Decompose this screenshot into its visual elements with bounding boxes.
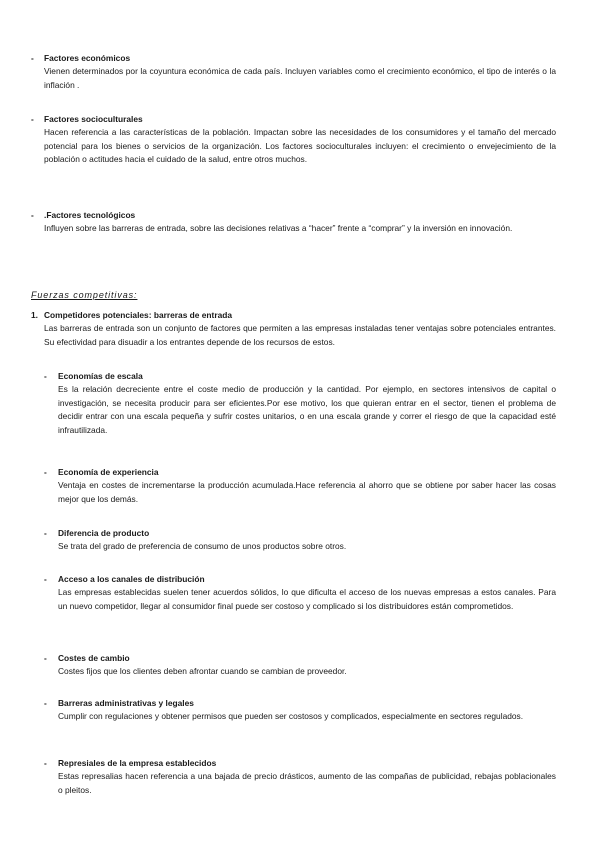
sub-item-title: Diferencia de producto <box>58 528 150 538</box>
sub-item-distribution-access <box>58 573 556 613</box>
sub-item-body: Ventaja en costes de incrementarse la producción acumulada.Hace referencia al ahorro que se obtiene por saber hacer las cosas mejor que los demás. <box>58 480 556 504</box>
sub-item-body: Estas represalias hacen referencia a una bajada de precio drásticos, aumento de las compañas de publicidad, rebajas poblacionales o pleitos. <box>58 771 556 795</box>
sub-item-title: Acceso a los canales de distribución <box>58 574 205 584</box>
sub-item-body: Se trata del grado de preferencia de consumo de unos productos sobre otros. <box>58 541 347 552</box>
sub-item-title: Barreras administrativas y legales <box>58 698 194 708</box>
sub-item-title: Represiales de la empresa establecidos <box>58 758 217 768</box>
bullet-title: Factores socioculturales <box>44 114 143 124</box>
sub-item-legal-barriers <box>58 697 556 724</box>
sub-item-body: Las empresas establecidas suelen tener acuerdos sólidos, lo que dificulta el acceso de los nuevas empresas a estos canales. Para un nuevo competidor, llegar al consumidor final puede ser costoso y complicado si los distribuidores están comprometidos. <box>58 587 556 611</box>
sub-item-retaliation <box>58 757 556 797</box>
bullet-dash: - <box>31 53 34 63</box>
bullet-body: Influyen sobre las barreras de entrada, sobre las decisiones relativas a “hacer” frente a “comprar” y la inversión en innovación. <box>44 223 513 234</box>
sub-item-product-difference <box>58 527 556 554</box>
section-heading: Fuerzas competitivas: <box>31 290 138 300</box>
sub-item-title: Economía de experiencia <box>58 467 159 477</box>
list-number: 1. <box>31 310 38 320</box>
sub-item-body: Costes fijos que los clientes deben afrontar cuando se cambian de proveedor. <box>58 666 347 677</box>
sub-bullet-dash: - <box>44 698 47 708</box>
sub-bullet-dash: - <box>44 653 47 663</box>
bullet-dash: - <box>31 210 34 220</box>
sub-item-title: Economías de escala <box>58 371 143 381</box>
bullet-item-sociocultural <box>44 113 556 167</box>
bullet-dash: - <box>31 114 34 124</box>
sub-item-economies-of-scale <box>58 370 556 437</box>
numbered-title: Competidores potenciales: barreras de entrada <box>44 310 233 320</box>
numbered-item-competitors <box>44 309 556 349</box>
sub-item-experience <box>58 466 556 506</box>
sub-bullet-dash: - <box>44 528 47 538</box>
sub-item-title: Costes de cambio <box>58 653 130 663</box>
bullet-title: .Factores tecnológicos <box>44 210 136 220</box>
bullet-item-economic <box>44 52 556 92</box>
bullet-title: Factores económicos <box>44 53 131 63</box>
bullet-body: Hacen referencia a las características de la población. Impactan sobre las necesidades de los consumidores y el tamaño del mercado potencial para los bienes o servicios de la organización. Los factores socioculturales incluyen: el crecimiento o envejecimiento de la población o actitudes hacia el cuidado de la salud, entre otros muchos. <box>44 127 556 165</box>
sub-item-body: Cumplir con regulaciones y obtener permisos que pueden ser costosos y complicados, especialmente en sectores regulados. <box>58 711 524 722</box>
sub-item-switching-costs <box>58 652 556 679</box>
sub-bullet-dash: - <box>44 758 47 768</box>
sub-bullet-dash: - <box>44 371 47 381</box>
sub-item-body: Es la relación decreciente entre el coste medio de producción y la cantidad. Por ejemplo, en sectores intensivos de capital o investigación, se necesita producir para ser eficientes.Por ese motivo, los que quieran entrar en el sector, tienen el problema de decidir entrar con una escala pequeña y sufrir costes unitarios, o en una escala grande y correr el riesgo de que la capacidad esté infrautilizada. <box>58 384 556 435</box>
sub-bullet-dash: - <box>44 574 47 584</box>
numbered-body: Las barreras de entrada son un conjunto de factores que permiten a las empresas instaladas tener ventajas sobre potenciales entrantes. Su efectividad para disuadir a los entrantes depende de los recursos de estos. <box>44 323 556 347</box>
bullet-body: Vienen determinados por la coyuntura económica de cada país. Incluyen variables como el crecimiento económico, el tipo de interés o la inflación . <box>44 66 556 90</box>
bullet-item-technological <box>44 209 556 236</box>
sub-bullet-dash: - <box>44 467 47 477</box>
